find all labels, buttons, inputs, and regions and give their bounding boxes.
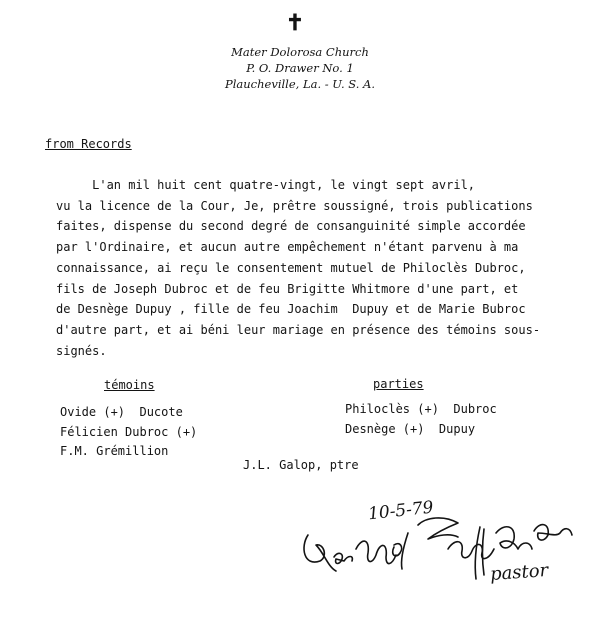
witness-name: Ovide (+) Ducote — [60, 405, 183, 419]
record-text — [56, 175, 596, 361]
parties-heading: parties — [373, 377, 424, 391]
cross-icon: ✝ — [285, 10, 305, 36]
officiant-signature: J.L. Galop, ptre — [243, 458, 359, 472]
party-name: Philoclès (+) Dubroc — [345, 402, 497, 416]
record-line: par l'Ordinaire, et aucun autre empêchement n'étant parvenu à ma — [56, 240, 519, 255]
letterhead-po-box: P. O. Drawer No. 1 — [246, 61, 354, 75]
witnesses-heading: témoins — [104, 378, 155, 392]
record-line: d'autre part, et ai béni leur mariage en présence des témoins sous- — [56, 322, 541, 337]
record-line: fils de Joseph Dubroc et de feu Brigitte Whitmore d'une part, et — [56, 281, 519, 296]
record-line: faites, dispense du second degré de consanguinité simple accordée — [56, 219, 526, 234]
witness-name: F.M. Grémillion — [60, 444, 169, 458]
source-label — [45, 136, 132, 152]
record-line: L'an mil huit cent quatre-vingt, le vingt sept avril, — [56, 178, 476, 192]
letterhead-church-name: Mater Dolorosa Church — [231, 45, 369, 59]
record-line: vu la licence de la Cour, Je, prêtre soussigné, trois publications — [56, 198, 533, 213]
pastor-title: pastor — [489, 559, 549, 586]
party-name: Desnège (+) Dupuy — [345, 422, 476, 436]
record-line: de Desnège Dupuy , fille de feu Joachim Dupuy et de Marie Bubroc — [56, 302, 526, 317]
letterhead-location: Plaucheville, La. - U. S. A. — [224, 77, 375, 91]
record-line: signés. — [56, 343, 107, 358]
witness-name: Félicien Dubroc (+) — [60, 425, 198, 439]
source-label-text: from Records — [45, 137, 132, 151]
certification-date: 10-5-79 — [367, 497, 435, 525]
record-line: connaissance, ai reçu le consentement mutuel de Philoclès Dubroc, — [56, 260, 526, 275]
